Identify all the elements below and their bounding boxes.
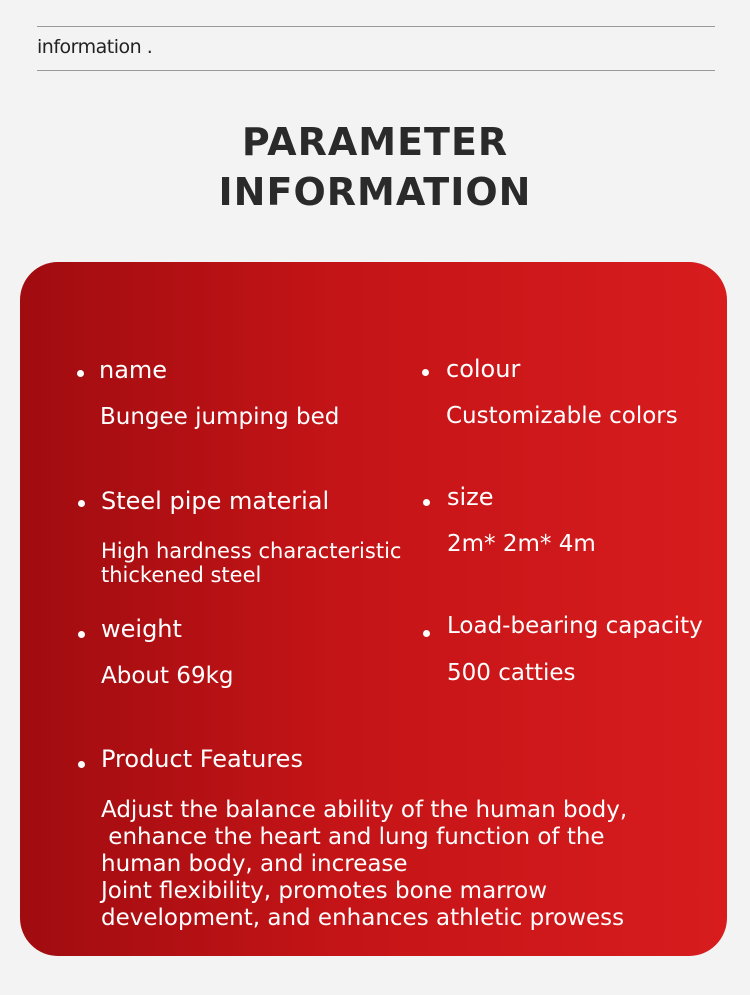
param-material-value-line1: High hardness characteristic — [101, 539, 402, 563]
param-features-line4: Joint flexibility, promotes bone marrow — [101, 878, 548, 904]
param-features-label: Product Features — [101, 745, 303, 773]
param-weight-label: weight — [101, 615, 182, 643]
param-size-value: 2m* 2m* 4m — [447, 531, 596, 557]
header-divider — [37, 70, 715, 71]
top-divider — [37, 26, 715, 27]
param-name-label: name — [99, 356, 168, 384]
bullet-icon — [78, 500, 85, 507]
page-title-line2: INFORMATION — [218, 170, 532, 214]
param-capacity-label: Load-bearing capacity — [447, 613, 703, 639]
param-name-value: Bungee jumping bed — [100, 404, 340, 430]
param-material-value-line2: thickened steel — [101, 563, 262, 587]
param-features-line5: development, and enhances athletic prowess — [101, 905, 625, 931]
param-size-label: size — [447, 483, 494, 511]
header-text: information . — [37, 36, 153, 58]
param-material-label: Steel pipe material — [101, 487, 330, 515]
page-title-line1: PARAMETER — [241, 120, 509, 164]
param-features-line2: enhance the heart and lung function of the — [101, 824, 605, 850]
bullet-icon — [78, 761, 85, 768]
param-weight-value: About 69kg — [101, 663, 234, 689]
param-features-line1: Adjust the balance ability of the human body, — [101, 797, 628, 823]
param-colour-label: colour — [446, 355, 521, 383]
param-features-line3: human body, and increase — [101, 851, 408, 877]
bullet-icon — [423, 499, 430, 506]
bullet-icon — [77, 370, 84, 377]
bullet-icon — [78, 631, 85, 638]
bullet-icon — [422, 369, 429, 376]
param-capacity-value: 500 catties — [447, 660, 576, 686]
bullet-icon — [423, 630, 430, 637]
param-colour-value: Customizable colors — [446, 403, 678, 429]
parameter-card — [20, 262, 727, 956]
